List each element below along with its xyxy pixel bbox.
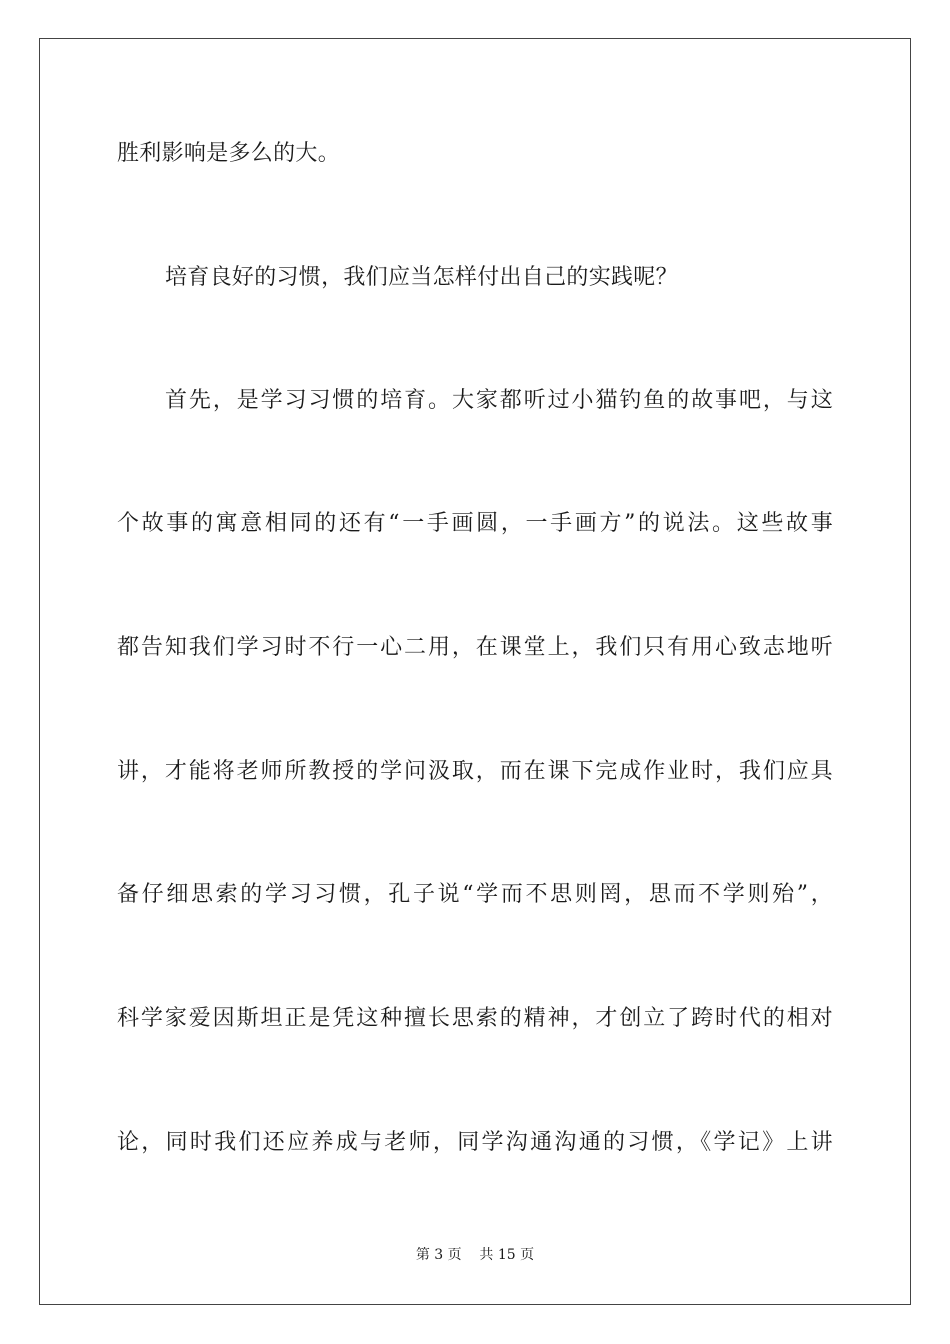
page-border — [39, 38, 911, 1305]
text-line-8: 科学家爱因斯坦正是凭这种擅长思索的精神，才创立了跨时代的相对 — [117, 1006, 833, 1031]
text-line-5: 都告知我们学习时不行一心二用，在课堂上，我们只有用心致志地听 — [117, 635, 833, 660]
text-line-3: 首先，是学习习惯的培育。大家都听过小猫钓鱼的故事吧，与这 — [165, 388, 833, 413]
text-line-6: 讲，才能将老师所教授的学问汲取，而在课下完成作业时，我们应具 — [117, 759, 833, 784]
text-line-2: 培育良好的习惯，我们应当怎样付出自己的实践呢？ — [165, 265, 678, 290]
text-line-9: 论，同时我们还应养成与老师，同学沟通沟通的习惯，《学记》上讲 — [117, 1130, 833, 1155]
text-line-7: 备仔细思索的学习习惯，孔子说“学而不思则罔，思而不学则殆”， — [117, 882, 833, 907]
text-line-4: 个故事的寓意相同的还有“一手画圆，一手画方”的说法。这些故事 — [117, 511, 833, 536]
text-line-1: 胜利影响是多么的大。 — [117, 141, 341, 166]
page-number-footer: 第 3 页 共 15 页 — [415, 1247, 535, 1263]
